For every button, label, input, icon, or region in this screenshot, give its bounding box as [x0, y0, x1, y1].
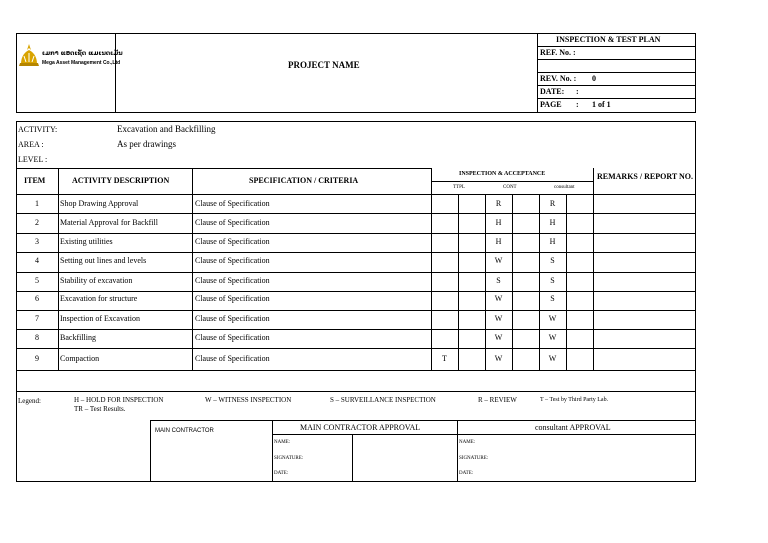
col-line-insp-a [458, 194, 459, 370]
legend-top-line [16, 391, 696, 392]
col-line-insp-e [566, 194, 567, 370]
row-4-cons: S [550, 256, 555, 265]
row-2-item: 2 [35, 218, 39, 227]
row-1-cont: R [495, 199, 502, 208]
activity-value: Excavation and Backfilling [117, 124, 216, 134]
col-line-insp-c [512, 194, 513, 370]
col-spec: SPECIFICATION / CRITERIA [249, 176, 359, 185]
level-label: LEVEL : [18, 155, 48, 164]
header-right-divider [537, 33, 538, 113]
company-logo [18, 42, 123, 72]
contractor-signature-label: SIGNATURE: [274, 456, 304, 461]
row-3-activity: Existing utilities [60, 237, 113, 246]
plan-title-line [537, 46, 696, 47]
main-contractor-label: MAIN CONTRACTOR [155, 428, 214, 434]
approval-header-line [272, 434, 696, 435]
sub-cont: CONT [503, 185, 517, 190]
row-6-activity: Excavation for structure [60, 294, 138, 303]
col-activity: ACTIVITY DESCRIPTION [72, 176, 170, 185]
area-value: As per drawings [117, 139, 176, 149]
row-line-8 [16, 348, 696, 349]
row-1-item: 1 [35, 199, 39, 208]
logo-text-lao: ເມກາ ແອດເຊັດ ແມເນດເມັນ [42, 50, 123, 57]
row-3-cont: H [495, 237, 502, 246]
row-5-cont: S [496, 276, 501, 285]
row-7-cons: W [548, 314, 557, 323]
row-6-item: 6 [35, 294, 39, 303]
row-line-1 [16, 213, 696, 214]
sub-tpl: TTPL [453, 185, 465, 190]
row-9-item: 9 [35, 354, 39, 363]
row-line-5 [16, 291, 696, 292]
row-line-9 [16, 370, 696, 371]
col-line-spec [431, 168, 432, 370]
crown-logo-icon [18, 42, 40, 68]
rev-no-value: 0 [592, 74, 596, 83]
row-line-2 [16, 233, 696, 234]
consultant-name-label: NAME: [459, 440, 476, 445]
rev-no-label: REV. No. : [540, 74, 577, 83]
row-1-cons: R [549, 199, 556, 208]
row-1-activity: Shop Drawing Approval [60, 199, 139, 208]
row-7-cont: W [494, 314, 503, 323]
date-label: DATE: [540, 87, 565, 96]
row-7-item: 7 [35, 314, 39, 323]
legend-surveillance: S – SURVEILLANCE INSPECTION [330, 396, 436, 404]
inspection-subheader-line [431, 181, 593, 182]
row-5-spec: Clause of Specification [195, 276, 270, 285]
row-8-cons: W [548, 333, 557, 342]
approval-contractor-left-line [272, 420, 273, 482]
plan-title: INSPECTION & TEST PLAN [556, 35, 661, 44]
col-line-remarks [593, 168, 594, 370]
row-9-activity: Compaction [60, 354, 100, 363]
row-8-activity: Backfilling [60, 333, 96, 342]
row-8-cont: W [494, 333, 503, 342]
row-3-spec: Clause of Specification [195, 237, 270, 246]
rev-bottom-line [537, 85, 696, 86]
legend-label: Legend: [18, 397, 41, 405]
consultant-approval: consultant APPROVAL [535, 423, 611, 432]
contractor-date-label: DATE: [274, 471, 289, 476]
row-2-cont: H [495, 218, 502, 227]
project-name: PROJECT NAME [288, 60, 360, 70]
row-line-4 [16, 272, 696, 273]
row-5-cons: S [550, 276, 555, 285]
row-2-activity: Material Approval for Backfill [60, 218, 158, 227]
table-header-bottom [16, 194, 696, 195]
logo-text-english: Mega Asset Management Co.,Ltd [42, 60, 121, 66]
row-2-cons: H [549, 218, 556, 227]
legend-third-party: T – Test by Third Party Lab. [540, 397, 609, 403]
col-remarks: REMARKS / REPORT NO. [596, 172, 694, 181]
ref-bottom-line [537, 59, 696, 60]
row-6-spec: Clause of Specification [195, 294, 270, 303]
ref-no-label: REF. No. : [540, 48, 576, 57]
row-9-cont: W [494, 354, 503, 363]
row-4-spec: Clause of Specification [195, 256, 270, 265]
page-value: 1 of 1 [592, 100, 611, 109]
contractor-name-label: NAME: [274, 440, 291, 445]
col-inspection: INSPECTION & ACCEPTANCE [459, 171, 546, 177]
row-1-spec: Clause of Specification [195, 199, 270, 208]
row-3-cons: H [549, 237, 556, 246]
col-item: ITEM [24, 176, 46, 185]
row-8-item: 8 [35, 333, 39, 342]
row-9-spec: Clause of Specification [195, 354, 270, 363]
page-separator: : [576, 100, 579, 109]
row-6-cont: W [494, 294, 503, 303]
approval-consultant-left-line [457, 420, 458, 482]
col-line-item [58, 168, 59, 370]
row-5-item: 5 [35, 276, 39, 285]
consultant-signature-label: SIGNATURE: [459, 456, 489, 461]
legend-witness: W – WITNESS INSPECTION [205, 396, 292, 404]
header-logo-divider [115, 33, 116, 113]
main-contractor-approval: MAIN CONTRACTOR APPROVAL [300, 423, 421, 432]
date-separator: : [576, 87, 579, 96]
approval-left-line [150, 420, 151, 482]
row-line-6 [16, 310, 696, 311]
row-6-cons: S [550, 294, 555, 303]
row-9-cons: W [548, 354, 557, 363]
row-8-spec: Clause of Specification [195, 333, 270, 342]
row-4-item: 4 [35, 256, 39, 265]
blank-row-line [537, 72, 696, 73]
row-3-item: 3 [35, 237, 39, 246]
row-9-tpl: T [442, 354, 447, 363]
consultant-date-label: DATE: [459, 471, 474, 476]
approval-left-top-line [150, 420, 272, 421]
row-2-spec: Clause of Specification [195, 218, 270, 227]
area-label: AREA : [18, 140, 44, 149]
approval-top-line [272, 420, 696, 421]
col-line-activity [192, 168, 193, 370]
row-4-activity: Setting out lines and levels [60, 256, 147, 265]
approval-contractor-mid-line [352, 434, 353, 482]
legend-test-results: TR – Test Results. [74, 405, 126, 413]
row-7-spec: Clause of Specification [195, 314, 270, 323]
page-label: PAGE [540, 100, 562, 109]
row-line-7 [16, 329, 696, 330]
table-header-top [16, 168, 431, 169]
row-line-3 [16, 252, 696, 253]
row-5-activity: Stability of excavation [60, 276, 133, 285]
legend-hold: H – HOLD FOR INSPECTION [74, 396, 164, 404]
sub-consultant: consultant [554, 185, 575, 190]
activity-label: ACTIVITY: [18, 125, 58, 134]
row-4-cont: W [494, 256, 503, 265]
legend-review: R – REVIEW [478, 396, 517, 404]
date-bottom-line [537, 98, 696, 99]
row-7-activity: Inspection of Excavation [60, 314, 140, 323]
